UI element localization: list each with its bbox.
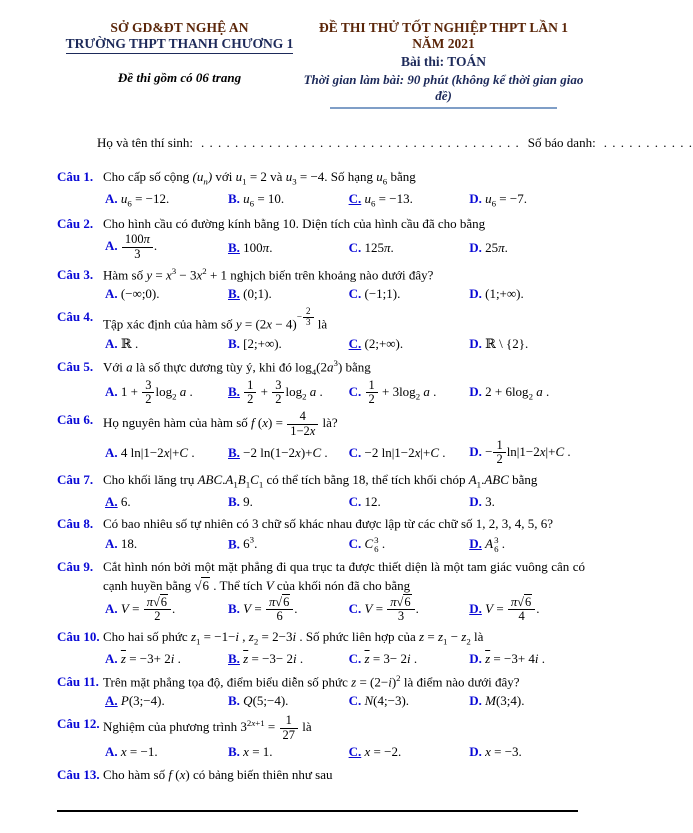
option-text: 9. <box>243 493 253 509</box>
question-item <box>57 357 585 408</box>
question-options <box>105 334 585 354</box>
option-text: $\overline{z} = 3- 2i$ . <box>364 651 418 667</box>
option-text: $\frac{1}{2}$ + $3\log_2$ a . <box>365 384 437 399</box>
option-text: $u_6 = -7$. <box>485 190 527 209</box>
question-label: Câu 6. <box>57 412 94 428</box>
question-item <box>57 514 585 553</box>
option-letter: C. <box>348 286 362 302</box>
option-letter: A. <box>105 744 118 760</box>
option-text: 25π. <box>485 239 508 255</box>
answer-option <box>349 596 470 624</box>
question-stem: Trên mặt phẳng tọa độ, điểm biểu diễn số phức $z = (2-i)^2$ là điểm nào dưới đây? <box>103 672 520 689</box>
exam-title: ĐỀ THI THỬ TỐT NGHIỆP THPT LẦN 1 NĂM 2021 <box>319 20 568 51</box>
answer-option <box>228 379 349 407</box>
option-letter: B. <box>228 493 240 509</box>
question-label: Câu 9. <box>57 558 94 574</box>
page-header <box>57 20 585 109</box>
option-letter: D. <box>469 286 482 302</box>
answer-option <box>105 742 228 762</box>
answer-option <box>105 233 228 261</box>
option-letter-correct: A. <box>105 493 118 509</box>
option-letter: D. <box>469 336 482 351</box>
question-label: Câu 1. <box>57 169 94 184</box>
question-stem: Cho hàm số f (x) có bảng biến thiên như sau <box>103 766 333 782</box>
question-stem: Cắt hình nón bởi một mặt phẳng đi qua trục ta được thiết diện là một tam giác vuông cân có cạnh huyền bằng √6 . Thể tích V của khối nón đã cho bằng <box>103 558 585 594</box>
answer-option <box>469 439 585 467</box>
option-letter: B. <box>228 744 240 760</box>
answer-option <box>469 238 585 258</box>
option-text: x = −1. <box>120 744 158 760</box>
question-item <box>57 672 585 711</box>
answer-option <box>349 238 470 258</box>
answer-option <box>349 649 470 669</box>
question-item <box>57 470 585 511</box>
option-text: x = −2. <box>364 744 402 760</box>
question-label: Câu 7. <box>57 472 94 487</box>
answer-option <box>228 691 349 711</box>
answer-option <box>105 443 228 463</box>
option-letter: D. <box>469 651 482 667</box>
student-name-dots: . . . . . . . . . . . . . . . . . . . . . . . . . . . . . . . . . . . . . . <box>201 135 520 150</box>
option-text: 125π. <box>364 239 394 255</box>
answer-option <box>469 742 585 762</box>
option-text: P(3;−4). <box>120 693 165 709</box>
answer-option <box>469 334 585 354</box>
answer-option <box>469 534 585 554</box>
option-text: 1 + $\frac{3}{2}$ $\log_2 a$ . <box>120 377 193 407</box>
answer-option <box>469 492 585 512</box>
question-stem: Cho khối lăng trụ $ABC.A_1B_1C_1$ có thể tích bằng 18, thể tích khối chóp $A_1.ABC$ bằng <box>103 472 538 490</box>
question-item <box>57 765 585 785</box>
option-text: $\frac{1}{2}$ + $\frac{3}{2}$ $\log_2 a$ . <box>243 384 323 399</box>
question-label: Câu 11. <box>57 673 99 689</box>
option-text: −2 ln|1−2x|+C . <box>364 445 446 461</box>
option-letter: A. <box>105 336 118 351</box>
answer-option <box>469 189 585 211</box>
question-options <box>105 189 585 211</box>
option-text: 18. <box>120 536 138 552</box>
option-letter-correct: C. <box>348 190 362 206</box>
option-text: 3. <box>485 493 495 509</box>
option-letter: C. <box>348 445 362 461</box>
question-label: Câu 3. <box>57 266 94 282</box>
question-label: Câu 10. <box>57 629 100 645</box>
option-letter: D. <box>469 443 482 459</box>
answer-option <box>469 691 585 711</box>
option-letter: D. <box>469 239 482 255</box>
question-item <box>57 410 585 467</box>
answer-option <box>349 443 470 463</box>
student-id-dots: . . . . . . . . . . . <box>603 135 693 150</box>
answer-option <box>349 284 470 304</box>
option-letter: C. <box>348 651 362 667</box>
question-item <box>57 167 585 211</box>
option-text: $u_6 = -12$. <box>120 190 170 209</box>
exam-duration: Thời gian làm bài: 90 phút (không kể thời gian giao đề) <box>303 72 584 103</box>
option-letter: A. <box>105 600 118 616</box>
answer-option <box>105 691 228 711</box>
page-footer-rule <box>57 810 578 812</box>
option-letter: C. <box>348 535 362 551</box>
option-text: −2 ln(1−2x)+C . <box>243 445 328 461</box>
option-text: 12. <box>364 493 381 509</box>
option-text: V = $\frac{\pi√6}{2}$ . <box>120 594 176 624</box>
option-letter: B. <box>228 693 240 709</box>
answer-option <box>228 649 349 669</box>
question-stem: Với a là số thực dương tùy ý, khi đó $\log_4(2a^3)$ bằng <box>103 357 371 377</box>
student-info-row <box>57 135 693 151</box>
option-letter: C. <box>348 693 362 709</box>
option-text: (2;+∞). <box>364 336 404 351</box>
question-options <box>105 691 585 711</box>
pages-note: Đề thi gồm có 06 trang <box>117 70 242 85</box>
option-letter: A. <box>105 286 118 302</box>
option-letter-correct: C. <box>348 336 362 351</box>
option-text: V = $\frac{\pi√6}{3}$ . <box>364 594 419 624</box>
question-label: Câu 13. <box>57 766 100 782</box>
question-stem: Nghiệm của phương trình $3^{2x+1}$ = $\frac{1}{27}$ là <box>103 712 312 742</box>
answer-option <box>228 742 349 762</box>
option-letter: D. <box>469 693 482 709</box>
option-text: Q(5;−4). <box>243 693 289 709</box>
answer-option <box>105 649 228 669</box>
question-item <box>57 714 585 762</box>
question-stem: Họ nguyên hàm của hàm số f (x) = $\frac{4}{1-2x}$ là? <box>103 409 338 438</box>
question-item <box>57 214 585 262</box>
option-text: V = $\frac{\pi√6}{4}$ . <box>485 594 540 624</box>
question-stem: Hàm số $y = x^3 - 3x^2 + 1$ nghịch biến trên khoảng nào dưới đây? <box>103 265 434 282</box>
option-text: A 3 6 . <box>485 535 505 554</box>
question-stem: Cho cấp số cộng $(u_n)$ với $u_1 = 2$ và $u_3 = -4$. Số hạng $u_6$ bằng <box>103 169 416 187</box>
option-letter: D. <box>469 190 482 206</box>
question-options <box>105 742 585 762</box>
answer-option <box>105 534 228 554</box>
answer-option <box>228 443 349 463</box>
option-letter: C. <box>348 383 362 399</box>
option-letter-correct: A. <box>105 693 118 709</box>
option-text: 6. <box>120 493 131 509</box>
answer-option <box>469 284 585 304</box>
answer-option <box>228 238 349 258</box>
question-item <box>57 265 585 304</box>
question-label: Câu 12. <box>57 715 100 731</box>
question-options <box>105 649 585 669</box>
option-letter: C. <box>348 600 362 616</box>
option-letter-correct: B. <box>228 651 240 667</box>
option-letter-correct: D. <box>469 535 482 551</box>
answer-option <box>349 691 470 711</box>
answer-option <box>105 492 228 512</box>
answer-option <box>469 596 585 624</box>
option-text: $\frac{100\pi}{3}$ . <box>121 238 157 253</box>
question-options <box>105 233 585 261</box>
option-letter: A. <box>105 190 118 206</box>
option-text: $\overline{z} = -3- 2i$ . <box>243 651 304 667</box>
option-text: (−1;1). <box>364 286 401 302</box>
question-options <box>105 379 585 407</box>
option-letter-correct: B. <box>228 286 240 302</box>
option-text: $6^3$. <box>243 534 258 552</box>
option-text: ℝ \ {2}. <box>485 336 529 351</box>
option-letter: A. <box>105 383 118 399</box>
header-right-block <box>302 20 585 109</box>
option-letter: C. <box>348 239 362 255</box>
option-letter: A. <box>105 238 118 254</box>
answer-option <box>228 596 349 624</box>
question-stem: Cho hình cầu có đường kính bằng 10. Diện tích của hình cầu đã cho bằng <box>103 215 486 231</box>
question-options <box>105 534 585 554</box>
option-text: x = −3. <box>485 744 522 760</box>
school-name: TRƯỜNG THPT THANH CHƯƠNG 1 <box>66 36 294 54</box>
answer-option <box>105 189 228 211</box>
duration-underline-rule <box>330 107 556 109</box>
department-name: SỞ GD&ĐT NGHỆ AN <box>110 20 249 35</box>
questions-list <box>57 167 585 784</box>
option-letter-correct: B. <box>228 383 240 399</box>
question-item <box>57 307 585 354</box>
answer-option <box>349 492 470 512</box>
option-text: N(4;−3). <box>364 693 410 709</box>
question-stem: Tập xác định của hàm số y = (2x − 4)− $\frac{2}{3}$ là <box>103 305 328 332</box>
answer-option <box>469 382 585 404</box>
question-options <box>105 492 585 512</box>
question-options <box>105 596 585 624</box>
option-text: (−∞;0). <box>120 286 160 302</box>
answer-option <box>228 284 349 304</box>
option-letter: A. <box>105 651 118 667</box>
answer-option <box>349 334 470 354</box>
option-text: [2;+∞). <box>243 336 282 351</box>
answer-option <box>349 379 470 407</box>
answer-option <box>349 534 470 554</box>
answer-option <box>349 742 470 762</box>
option-letter-correct: D. <box>469 600 482 616</box>
option-letter-correct: B. <box>228 239 240 255</box>
answer-option <box>228 534 349 554</box>
option-text: (1;+∞). <box>485 286 524 302</box>
question-options <box>105 284 585 304</box>
exam-subject: Bài thi: TOÁN <box>400 54 487 69</box>
option-text: x = 1. <box>243 744 273 760</box>
option-text: 4 ln|1−2x|+C . <box>120 445 195 461</box>
answer-option <box>105 284 228 304</box>
answer-option <box>349 189 470 211</box>
answer-option <box>105 596 228 624</box>
option-letter-correct: B. <box>228 445 240 461</box>
option-letter: C. <box>348 493 362 509</box>
question-options <box>105 439 585 467</box>
option-letter-correct: C. <box>348 744 362 760</box>
question-label: Câu 5. <box>57 358 94 374</box>
option-text: $\overline{z} = -3+ 4i$ . <box>485 651 546 667</box>
option-text: C 3 6 . <box>364 535 386 554</box>
option-text: ℝ . <box>120 336 139 351</box>
option-letter: B. <box>228 600 240 616</box>
option-letter: A. <box>105 445 118 461</box>
answer-option <box>228 189 349 211</box>
option-text: − $\frac{1}{2}$ ln|1−2x|+C . <box>485 437 571 467</box>
option-letter: B. <box>228 190 240 206</box>
option-text: $u_6 = 10$. <box>243 190 285 209</box>
option-text: $\overline{z} = -3+ 2i$ . <box>120 651 181 667</box>
option-letter: D. <box>469 383 482 399</box>
question-label: Câu 8. <box>57 516 94 532</box>
student-name-label: Họ và tên thí sinh: <box>97 135 194 150</box>
option-text: (0;1). <box>243 286 272 302</box>
option-letter: A. <box>105 536 118 552</box>
answer-option <box>105 379 228 407</box>
student-id-label: Số báo danh: <box>527 135 596 150</box>
question-label: Câu 2. <box>57 215 94 231</box>
option-text: 100π. <box>243 239 273 255</box>
option-text: $u_6 = -13$. <box>364 190 413 209</box>
header-left-block <box>57 20 302 109</box>
question-label: Câu 4. <box>57 308 94 324</box>
question-item <box>57 557 585 624</box>
question-stem: Có bao nhiêu số tự nhiên có 3 chữ số khác nhau được lập từ các chữ số 1, 2, 3, 4, 5, 6? <box>103 516 554 532</box>
answer-option <box>228 334 349 354</box>
answer-option <box>105 334 228 354</box>
question-item <box>57 627 585 668</box>
option-letter: D. <box>469 493 482 509</box>
option-letter: D. <box>469 744 482 760</box>
option-letter: B. <box>228 536 240 552</box>
answer-option <box>469 649 585 669</box>
option-letter: B. <box>228 336 240 351</box>
option-text: V = $\frac{\pi√6}{6}$ . <box>243 594 298 624</box>
answer-option <box>228 492 349 512</box>
question-stem: Cho hai số phức $z_1 = -1-i$ , $z_2 = 2-3i$ . Số phức liên hợp của $z = z_1 - z_2$ là <box>103 629 484 647</box>
option-text: $2 + 6\log_2$ a . <box>485 383 550 402</box>
option-text: M(3;4). <box>485 693 525 709</box>
